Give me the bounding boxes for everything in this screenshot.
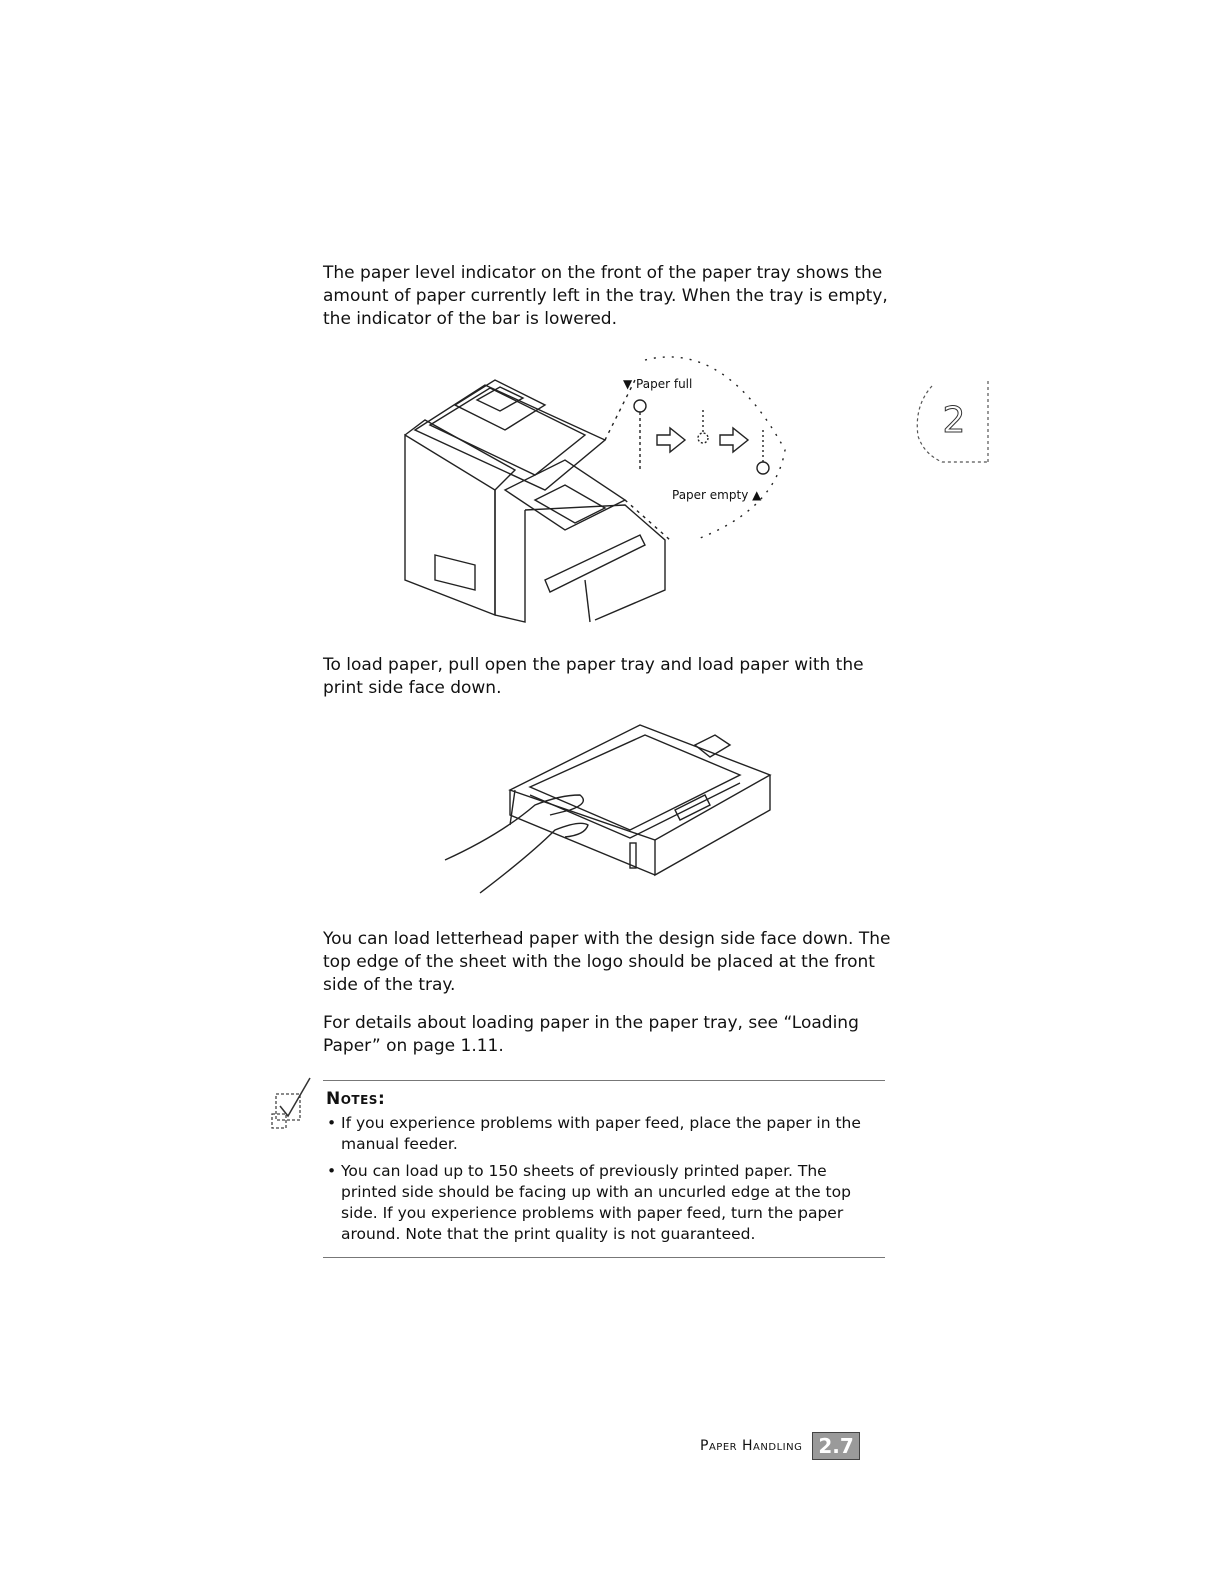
paper-full-label: ▼ Paper full [623,377,693,391]
chapter-tab [912,376,992,466]
page-number: 2.7 [812,1432,859,1460]
note-item: • If you experience problems with paper feed, place the paper in the manual feeder. [323,1113,885,1155]
paper-empty-label: Paper empty ▲ [672,488,762,502]
note-item: • You can load up to 150 sheets of previously printed paper. The printed side should be facing up with an uncurled edge at the top side. If you experience problems with paper feed, turn the paper around. Note that the print quality is not guaranteed. [323,1161,885,1245]
page-footer [700,1432,860,1460]
paper-tray-loading-illustration [440,715,790,900]
notes-box [323,1080,885,1258]
paragraph-indicator: The paper level indicator on the front of the paper tray shows the amount of paper currently left in the tray. When the tray is empty, the indicator of the bar is lowered. [323,263,888,329]
paragraph-details: For details about loading paper in the paper tray, see “Loading Paper” on page 1.11. [323,1013,859,1056]
notes-list [323,1113,885,1245]
paragraph-load: To load paper, pull open the paper tray and load paper with the print side face down. [323,655,864,698]
printer-paper-level-illustration [395,340,805,625]
notes-title: Notes: [326,1089,386,1109]
paragraph-letterhead: You can load letterhead paper with the design side face down. The top edge of the sheet with the logo should be placed at the front side of the tray. [323,929,891,995]
note-checkmark-icon [268,1074,318,1136]
footer-section-title: Paper Handling [700,1438,803,1454]
chapter-number: 2 [942,400,966,441]
